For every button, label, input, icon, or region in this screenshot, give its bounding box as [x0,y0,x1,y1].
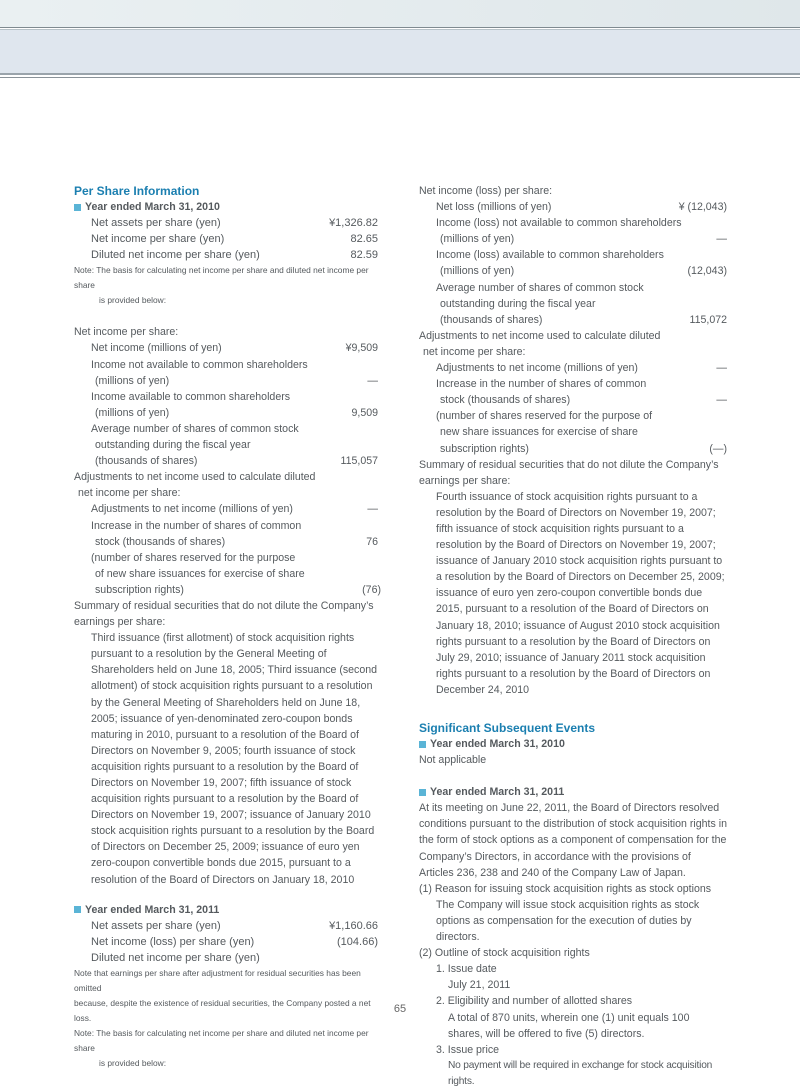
subheading-2011 [419,784,727,800]
summary-heading-2: earnings per share: [74,616,166,629]
subheading-label: Year ended March 31, 2011 [85,903,220,916]
row-net-loss: Net loss (millions of yen) ¥ (12,043) [436,201,727,214]
subheading-label: Year ended March 31, 2010 [85,201,220,213]
note-omitted-2011: Note that earnings per share after adjustment for residual securities has been omitted because, despite the existence of residual securities, the Company posted a net loss. Note: The basis for calculating net income per share and diluted net income per share is provided below: [74,968,371,1069]
label-not-available: Income (loss) not available to common shareholders [436,217,682,230]
subheading-2010 [419,736,727,752]
row-net-assets-2010: Net assets per share (yen) ¥1,326.82 [91,217,378,230]
row-net-income-2010: Net income per share (yen) 82.65 [91,233,378,246]
header-gradient-band [0,0,800,28]
sub1-text: July 21, 2011 [448,979,511,992]
section-title-per-share: Per Share Information [74,184,200,198]
label-increase: Increase in the number of shares of common [436,378,647,391]
subheading-label: Year ended March 31, 2010 [430,738,565,750]
adjustments-heading: Adjustments to net income used to calculate diluted [419,329,661,342]
net-income-loss-heading: Net income (loss) per share: [419,185,553,197]
label-available: Income (loss) available to common shareholders [436,249,664,262]
row-diluted-2010: Diluted net income per share (yen) 82.59 [91,249,378,262]
square-bullet-icon [74,204,81,211]
page-number: 65 [393,1003,407,1015]
item1-heading: (1) Reason for issuing stock acquisition rights as stock options [419,882,712,895]
left-column [74,183,381,1071]
subheading-label: Year ended March 31, 2011 [430,786,565,799]
adjustments-heading-2: net income per share: [78,487,181,500]
row-diluted-2011: Diluted net income per share (yen) [91,951,260,964]
square-bullet-icon [419,789,426,796]
row-adjustments: Adjustments to net income (millions of yen) — [436,362,727,375]
summary-text: Fourth issuance of stock acquisition rights pursuant to a resolution by the Board of Directors on November 19, 2007; fifth issuance of stock acquisition rights pursuant to a resolution by the Board of Directors on November 19, 2007; issuance of January 2010 stock acquisition rights pursuant to a resolution by the Board of Directors on December 25, 2009; issuance of euro yen zero-coupon convertible bonds due 2015, pursuant to a resolution of the Board of Directors on January 18, 2010; issuance of August 2010 stock acquisition rights pursuant to a resolution by the Board of Directors on July 29, 2010; issuance of January 2011 stock acquisition rights pursuant to a resolution by the Board of Directors on December 24, 2010 [436,490,725,696]
note-basis-2010: Note: The basis for calculating net income per share and diluted net income per share is provided below: [74,265,369,306]
label-average-shares: Average number of shares of common stock [436,281,644,294]
subheading-2011 [74,902,378,918]
summary-heading-2: earnings per share: [419,474,511,487]
row-net-income-2011: Net income (loss) per share (yen) (104.66) [91,935,378,948]
label-reserved-2: of new share issuances for exercise of share [95,567,305,580]
row-adjustments: Adjustments to net income (millions of yen) — [91,503,378,516]
row-average-shares: (thousands of shares) 115,057 [95,455,378,468]
label-average-shares: Average number of shares of common stock [91,422,299,435]
summary-heading: Summary of residual securities that do not dilute the Company’s [74,599,374,612]
sub3-heading: 3. Issue price [436,1043,500,1056]
label-increase: Increase in the number of shares of common [91,519,302,532]
label-reserved-2: new share issuances for exercise of share [440,426,638,439]
adjustments-heading-2: net income per share: [423,345,526,358]
row-reserved: subscription rights) (76) [95,583,381,596]
row-reserved: subscription rights) (—) [440,442,727,455]
row-available: (millions of yen) 9,509 [95,406,378,419]
adjustments-heading: Adjustments to net income used to calculate diluted [74,471,316,484]
sub1-heading: 1. Issue date [436,963,497,976]
sub3-text: No payment will be required in exchange for stock acquisition rights. [448,1059,713,1087]
section-title-subsequent-events: Significant Subsequent Events [419,721,596,735]
net-income-heading: Net income per share: [74,326,179,339]
square-bullet-icon [74,906,81,913]
row-increase: stock (thousands of shares) — [440,394,727,407]
sub2-text: A total of 870 units, wherein one (1) unit equals 100 shares, will be offered to five (5) directors. [448,1011,690,1040]
row-not-available: (millions of yen) — [440,233,727,246]
label-average-shares-2: outstanding during the fiscal year [440,297,596,310]
row-average-shares: (thousands of shares) 115,072 [440,313,727,326]
summary-heading: Summary of residual securities that do not dilute the Company’s [419,458,719,471]
sub2-heading: 2. Eligibility and number of allotted shares [436,995,633,1008]
item1-text: The Company will issue stock acquisition rights as stock options as compensation for the execution of duties by directors. [436,898,700,944]
row-net-assets-2011: Net assets per share (yen) ¥1,160.66 [91,919,378,932]
label-not-available: Income not available to common shareholders [91,358,308,371]
row-increase: stock (thousands of shares) 76 [95,535,378,548]
header-rule [0,77,800,78]
not-applicable-text: Not applicable [419,754,487,767]
subheading-2010 [74,199,378,215]
square-bullet-icon [419,741,426,748]
row-net-income-mil: Net income (millions of yen) ¥9,509 [91,342,378,355]
label-available: Income available to common shareholders [91,390,291,403]
item2-heading: (2) Outline of stock acquisition rights [419,947,590,960]
events-2011-text: At its meeting on June 22, 2011, the Board of Directors resolved conditions pursuant to the distribution of stock acquisition rights in the form of stock options as a component of compensation for the Company’s Directors, in accordance with the provisions of Articles 236, 238 and 240 of the Company Law of Japan. [419,802,727,879]
row-not-available: (millions of yen) — [95,374,378,387]
label-reserved: (number of shares reserved for the purpose [91,551,296,564]
right-column [419,183,727,1090]
header-blue-band [0,29,800,75]
row-available: (millions of yen) (12,043) [440,265,727,278]
label-average-shares-2: outstanding during the fiscal year [95,439,251,452]
label-reserved: (number of shares reserved for the purpose of [436,410,653,423]
summary-text: Third issuance (first allotment) of stock acquisition rights pursuant to a resolution by the General Meeting of Shareholders held on June 18, 2005; Third issuance (second allotment) of stock acquisition rights pursuant to a resolution by the General Meeting of Shareholders held on June 18, 2005; issuance of yen-denominated zero-coupon bonds maturing in 2010, pursuant to a resolution of the Board of Directors on November 9, 2005; fourth issuance of stock acquisition rights pursuant to a resolution by the Board of Directors on November 19, 2007; fifth issuance of stock acquisition rights pursuant to a resolution by the Board of Directors on November 19, 2007; issuance of January 2010 stock acquisition rights pursuant to a resolution by the Board of Directors on December 25, 2009; issuance of euro yen zero-coupon convertible bonds due 2015, pursuant to a resolution of the Board of Directors on January 18, 2010 [91,632,378,886]
